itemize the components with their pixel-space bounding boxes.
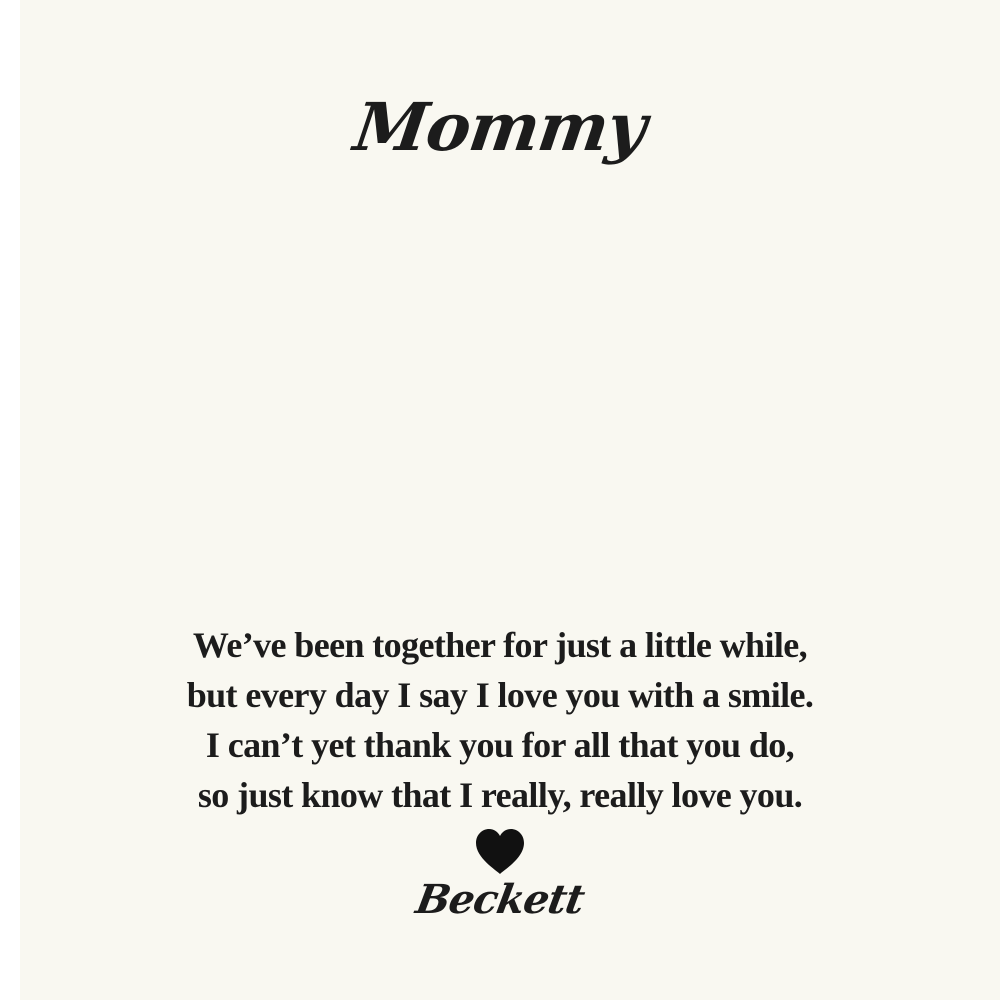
poem xyxy=(0,620,1000,820)
poem-line: We’ve been together for just a little while, xyxy=(192,625,808,665)
poem-line: I can’t yet thank you for all that you do, xyxy=(205,725,795,765)
poem-line: so just know that I really, really love you. xyxy=(197,775,803,815)
card-title: Mommy xyxy=(349,88,651,166)
poem-line: but every day I say I love you with a smile. xyxy=(186,675,814,715)
signature: Beckett xyxy=(412,876,588,923)
heart-icon xyxy=(474,828,526,876)
